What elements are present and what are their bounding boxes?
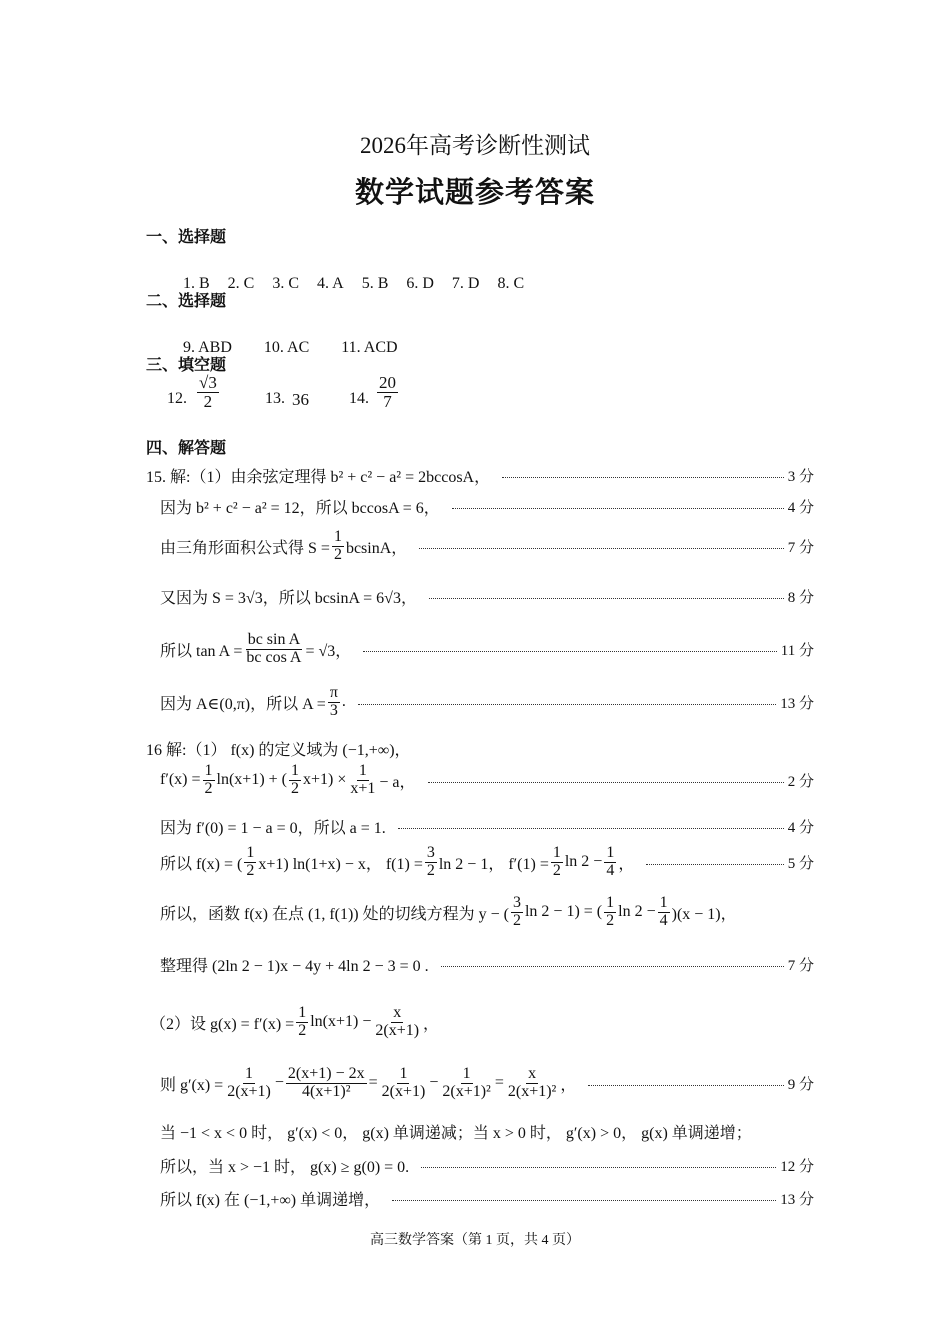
section-multiple-choice: 一、选择题 — [146, 227, 227, 246]
answer-item: 6. D — [406, 275, 434, 292]
dot-leader — [363, 651, 777, 652]
solution-text: 因为 f′(0) = 1 − a = 0，所以 a = 1. — [160, 820, 386, 837]
solution-text: ln 2 − — [618, 903, 656, 920]
fraction-numerator: 1 — [333, 527, 342, 545]
fraction-numerator: 1 — [552, 843, 561, 861]
fraction — [658, 895, 670, 930]
q15-line-2 — [160, 495, 814, 518]
solution-text: 16 解:（1） f(x) 的定义域为 (−1,+∞)， — [146, 742, 411, 759]
score-label: 12 分 — [780, 1159, 814, 1175]
solution-text: ， — [618, 855, 635, 873]
score-label: 3 分 — [787, 469, 814, 485]
answer-item: 2. C — [227, 275, 255, 292]
fraction — [551, 845, 563, 880]
solution-text: = — [494, 1074, 504, 1091]
q16-line-1 — [146, 737, 814, 760]
answer-item: 7. D — [451, 275, 480, 292]
answer-key-title: 数学试题参考答案 — [354, 175, 595, 209]
fraction-denominator: 2(x+1) — [375, 1021, 420, 1039]
fraction-denominator: 4(x+1)² — [302, 1082, 351, 1100]
fraction — [506, 1066, 558, 1101]
solution-text: 所以，当 x > −1 时， g(x) ≥ g(0) = 0. — [160, 1159, 410, 1176]
fraction — [244, 632, 303, 667]
solution-text: ， — [423, 1015, 440, 1033]
solution-text: − — [274, 1074, 284, 1091]
answer-item: 4. A — [317, 275, 344, 292]
fraction-denominator: 2 — [203, 391, 213, 411]
answer-key-page: 2026年高考诊断性测试 数学试题参考答案 一、选择题 1. B 2. C 3. C 4. A 5. B 6. D 7. D 8. C 二、选择题 9. ABD 10. AC 11. ACD 三、填空题 12. $\frac{√3}{2}$ 13. 36 14. $\frac{20}{7}$ 四、解答题 15. 解:（1）由余弦定理得 b² + c² − a² = 2bccosA， 3 分 因为 b² + c² − a² = 12，所以 bccosA = 6， 4 分 由三角形面积公式得 S = $\frac{1}{2}$ bcsinA， 7 分 又因为 S = 3√3，所以 bcsinA = 6√3， 8 分 所以 tan A = $\frac{\text{bc sin A}}{\text{bc cos A}}$ = √3， 11 分 因为 A∈(0,π)，所以 A = $\frac{\pi}{3}$ . 13 分 16 解:（1） f(x) 的定义域为 (−1,+∞)， f′(x) = $\frac{1}{2}$ ln(x+1) + ( $\frac{1}{2}$ x+1) × $\frac{1}{x+1}$ − a， 2 分 因为 f′(0) = 1 − a = 0，所以 a = 1. 4 分 所以 f(x) = ( $\frac{1}{2}$ x+1) ln(1+x) − x， f(1) = $\frac{3}{2}$ ln 2 − 1， f′(1) = $\frac{1}{2}$ ln 2 − $\frac{1}{4}$ ， 5 分 所以，函数 f(x) 在点 (1, f(1)) 处的切线方程为 y − ( $\frac{3}{2}$ ln 2 − 1) = ( $\frac{1}{2}$ ln 2 − $\frac{1}{4}$ )(x − 1)， 整理得 (2ln 2 − 1)x − 4y + 4ln 2 − 3 = 0 . 7 分 （2）设 g(x) = f′(x) = $\frac{1}{2}$ ln(x+1) − $\frac{x}{2(x+1)}$ ， 则 g′(x) = $\frac{1}{2(x+1)}$ − $\frac{2(x+1) - 2x}{\text{4(x+1)²}}$ = $\frac{1}{2(x+1)}$ − $\frac{1}{\text{2(x+1)²}}$ = $\frac{x}{\text{2(x+1)²}}$ ， 9 分 当 −1 < x < 0 时， g′(x) < 0， g(x) 单调递减；当 x > 0 时， g′(x) > 0， g(x) 单调递增； 所以，当 x > −1 时， g(x) ≥ g(0) = 0. 12 分 所以 f(x) 在 (−1,+∞) 单调递增， 13 分 高三数学答案（第 1 页，共 4 页） — [0, 0, 950, 1344]
q16-line-11 — [160, 1187, 814, 1210]
dot-leader — [358, 704, 776, 705]
fraction-denominator: 2(x+1) — [381, 1082, 426, 1100]
fraction-numerator: √3 — [199, 373, 217, 392]
dot-leader — [429, 598, 784, 599]
q16-line-3 — [160, 815, 814, 838]
fraction-numerator: 1 — [298, 1003, 307, 1021]
score-label: 5 分 — [787, 855, 814, 872]
q16-line-5 — [160, 890, 814, 934]
solution-text: x+1) ln(1+x) − x， f(1) = — [258, 855, 423, 873]
fraction-denominator: 2 — [204, 779, 213, 797]
dot-leader — [392, 1200, 776, 1201]
answer-item: 10. AC — [263, 339, 310, 356]
score-label: 7 分 — [787, 539, 814, 556]
solution-text: 当 −1 < x < 0 时， g′(x) < 0， g(x) 单调递减；当 x > 0 时， g′(x) > 0， g(x) 单调递增； — [160, 1125, 752, 1142]
solution-text: 因为 A∈(0,π)，所以 A = — [160, 695, 326, 713]
solution-text: 则 g′(x) = — [160, 1076, 224, 1094]
fraction-denominator: 2 — [552, 861, 561, 879]
fraction — [328, 685, 340, 720]
dot-leader — [428, 782, 784, 783]
q15-line-4 — [160, 585, 814, 608]
q16-line-4 — [160, 840, 814, 884]
solution-text: . — [341, 693, 346, 710]
solution-text: 所以 f(x) = ( — [160, 855, 243, 873]
fraction — [289, 763, 301, 798]
dot-leader — [646, 864, 783, 865]
solution-text: ln 2 − 1) = ( — [524, 903, 603, 920]
answer-item: 5. B — [361, 275, 389, 292]
dot-leader — [588, 1085, 783, 1086]
solution-text: )(x − 1)， — [671, 905, 737, 923]
solution-text: （2）设 g(x) = f′(x) = — [150, 1015, 295, 1033]
score-label: 13 分 — [780, 695, 814, 712]
fraction — [377, 374, 398, 411]
fraction-numerator: x — [528, 1064, 537, 1082]
solution-text: f′(x) = — [160, 771, 201, 788]
fraction-numerator: 20 — [379, 373, 396, 392]
score-label: 13 分 — [780, 1192, 814, 1208]
solution-text: bcsinA， — [345, 539, 408, 557]
score-label: 8 分 — [787, 590, 814, 606]
solution-text: − a， — [379, 773, 416, 791]
fraction-numerator: π — [329, 683, 338, 701]
q16-line-6 — [160, 953, 814, 976]
fraction-numerator: 1 — [291, 761, 299, 779]
fraction — [244, 845, 256, 880]
fraction-denominator: bc cos A — [246, 648, 302, 666]
solution-text: = — [368, 1074, 378, 1091]
exam-title: 2026年高考诊断性测试 — [360, 133, 590, 158]
answer-item: 3. C — [272, 275, 300, 292]
fraction-denominator: x+1 — [350, 779, 376, 797]
fraction — [604, 845, 616, 880]
fraction-numerator: 1 — [358, 761, 367, 779]
fraction — [511, 895, 523, 930]
fraction-denominator: 2 — [333, 545, 342, 563]
fraction — [440, 1066, 492, 1101]
fraction — [332, 529, 344, 564]
fraction-denominator: 2(x+1) — [227, 1082, 271, 1100]
fraction-numerator: 1 — [246, 843, 255, 861]
fraction — [425, 845, 437, 880]
q15-line-6 — [160, 680, 814, 724]
fraction-numerator: 1 — [399, 1064, 408, 1082]
score-label: 4 分 — [787, 820, 814, 836]
solution-text: 所以，函数 f(x) 在点 (1, f(1)) 处的切线方程为 y − ( — [160, 905, 509, 923]
solution-text: ln 2 − 1， f′(1) = — [438, 855, 549, 873]
fraction-denominator: 2 — [512, 911, 521, 929]
q15-line-3 — [160, 524, 814, 568]
q15-line-5 — [160, 626, 814, 672]
fraction — [203, 763, 215, 798]
solution-text: ln 2 − — [564, 853, 603, 870]
score-label: 11 分 — [780, 642, 814, 659]
solution-text: − — [429, 1074, 439, 1091]
answer-item: 9. ABD — [183, 339, 232, 356]
fraction-denominator: 2 — [606, 911, 615, 929]
solution-text: 又因为 S = 3√3，所以 bcsinA = 6√3， — [160, 590, 417, 607]
fraction-denominator: 2 — [246, 861, 255, 879]
fraction-denominator: 2 — [291, 779, 299, 797]
fraction-numerator: 1 — [245, 1064, 254, 1082]
fraction-numerator: 1 — [462, 1064, 471, 1082]
fraction-numerator: 1 — [606, 843, 615, 861]
fraction-denominator: 2(x+1)² — [507, 1082, 557, 1100]
solution-text: 所以 tan A = — [160, 642, 243, 660]
solution-text: 整理得 (2ln 2 − 1)x − 4y + 4ln 2 − 3 = 0 . — [160, 958, 429, 975]
dot-leader — [419, 548, 783, 549]
answer-item: 1. B — [183, 275, 210, 292]
answer-item: 8. C — [497, 275, 525, 292]
q16-line-10 — [160, 1154, 814, 1177]
fraction — [348, 763, 377, 798]
fraction-denominator: 7 — [383, 391, 392, 411]
fraction-denominator: 2(x+1)² — [442, 1082, 491, 1100]
section-fill-blank: 三、填空题 — [146, 355, 227, 374]
fraction-numerator: 3 — [512, 893, 521, 911]
solution-text: 由三角形面积公式得 S = — [160, 539, 330, 557]
solution-text: ln(x+1) − — [310, 1013, 372, 1030]
solution-text: ， — [560, 1076, 577, 1094]
section-solutions: 四、解答题 — [146, 438, 227, 457]
score-label: 4 分 — [787, 500, 814, 516]
fraction — [380, 1066, 428, 1101]
fraction-numerator: 2(x+1) − 2x — [287, 1064, 365, 1082]
solution-text: 因为 b² + c² − a² = 12，所以 bccosA = 6， — [160, 500, 440, 517]
fraction-numerator: bc sin A — [247, 630, 301, 648]
solution-text: 15. 解:（1）由余弦定理得 b² + c² − a² = 2bccosA， — [146, 469, 491, 486]
q16-line-2 — [160, 758, 814, 802]
fraction-numerator: 1 — [606, 893, 615, 911]
fraction-denominator: 4 — [606, 861, 615, 879]
score-label: 2 分 — [787, 773, 814, 790]
fraction — [296, 1005, 308, 1040]
solution-text: x+1) × — [303, 771, 347, 788]
answer-item: 11. ACD — [341, 339, 398, 356]
dot-leader — [421, 1167, 776, 1168]
fraction-denominator: 3 — [329, 701, 338, 719]
score-label: 7 分 — [787, 958, 814, 974]
solution-text: 所以 f(x) 在 (−1,+∞) 单调递增， — [160, 1192, 381, 1209]
solution-text: ln(x+1) + ( — [216, 771, 287, 788]
dot-leader — [398, 828, 784, 829]
q16-line-9 — [160, 1120, 814, 1143]
page-footer: 高三数学答案（第 1 页，共 4 页） — [370, 1233, 580, 1248]
q16-line-8 — [160, 1060, 814, 1106]
fraction — [373, 1005, 421, 1040]
fraction — [286, 1066, 367, 1101]
q15-line-1 — [146, 464, 814, 487]
fraction-numerator: 1 — [659, 893, 668, 911]
q16-line-7 — [150, 1000, 814, 1044]
dot-leader — [441, 966, 784, 967]
fraction — [225, 1066, 273, 1101]
solution-text: = √3， — [305, 642, 352, 660]
fraction-denominator: 2 — [426, 861, 435, 879]
fraction — [197, 374, 219, 411]
dot-leader — [452, 508, 784, 509]
fraction-numerator: x — [393, 1003, 402, 1021]
section-multi-select: 二、选择题 — [146, 291, 227, 310]
fraction — [604, 895, 616, 930]
fraction-denominator: 4 — [659, 911, 668, 929]
fraction-numerator: 1 — [204, 761, 213, 779]
dot-leader — [502, 477, 784, 478]
fraction-numerator: 3 — [426, 843, 435, 861]
score-label: 9 分 — [787, 1076, 814, 1093]
fraction-denominator: 2 — [298, 1021, 307, 1039]
